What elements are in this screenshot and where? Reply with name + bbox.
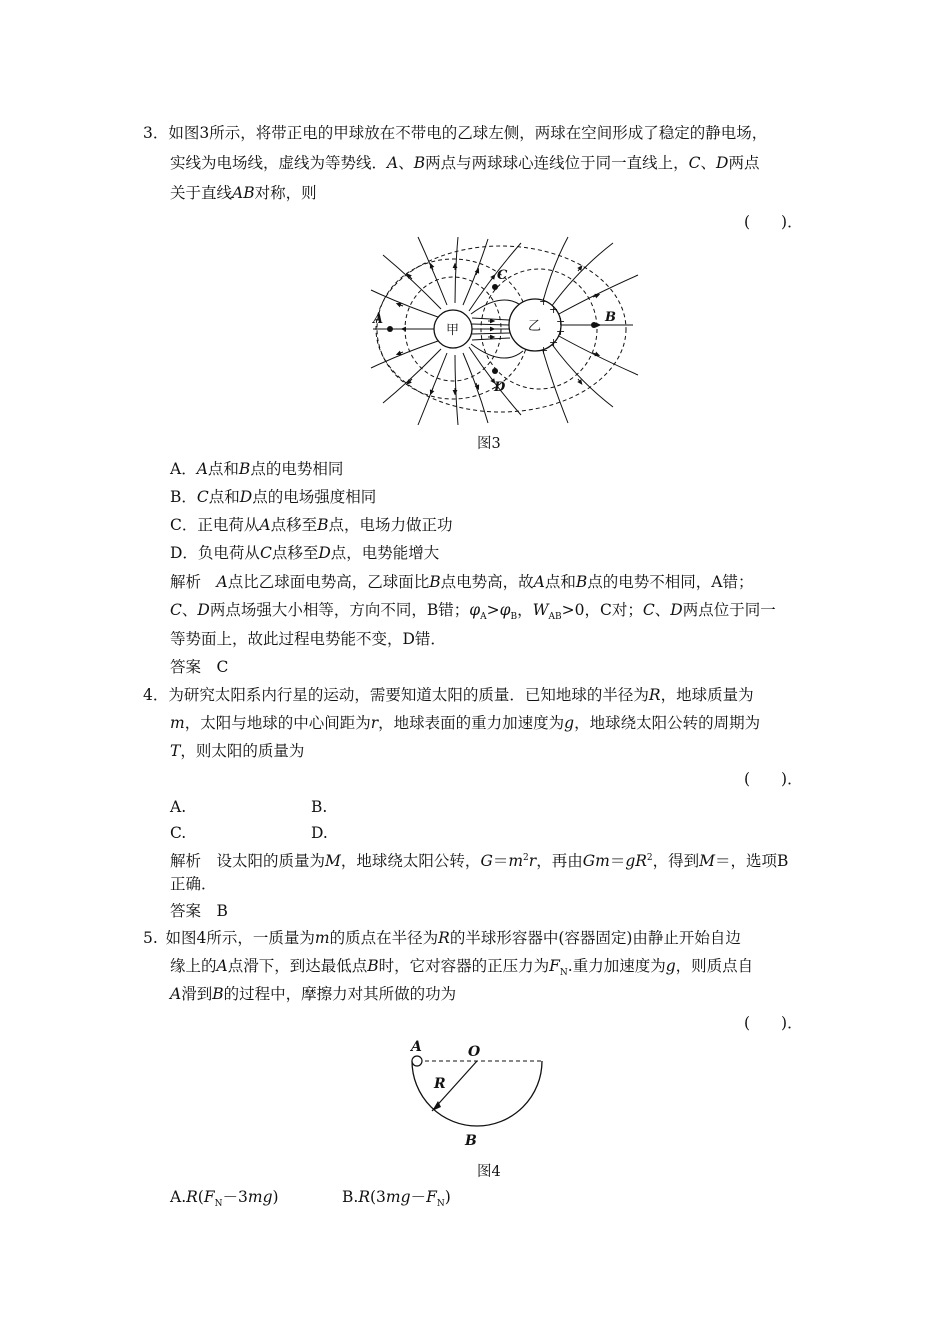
q4-analysis-line-2: 正确．	[170, 875, 217, 893]
text: ，则质点自	[675, 957, 754, 975]
q3-analysis-line-2	[170, 600, 776, 627]
q3-stem-3a: 关于直线	[170, 184, 233, 202]
answer-value: C	[216, 658, 229, 676]
text: 点和	[544, 573, 576, 591]
option-text: 点移至	[271, 544, 319, 562]
sub: N	[436, 1199, 445, 1210]
mass-point	[412, 1056, 422, 1066]
text: ，地球绕太阳公转，	[340, 852, 481, 871]
var: φ	[469, 601, 481, 619]
q3-line-2	[170, 153, 759, 173]
var: C	[170, 601, 182, 619]
var: m	[508, 852, 524, 871]
text: (	[197, 1188, 204, 1206]
text: >	[486, 601, 500, 619]
var: R	[438, 929, 450, 947]
label-b: B	[465, 1133, 477, 1149]
q3-line-ab: AB	[232, 184, 255, 202]
var: T	[170, 742, 181, 760]
option-text: 点，电场力做正功	[328, 516, 453, 534]
point-d	[492, 368, 498, 374]
var: gR	[625, 852, 647, 871]
plus-sign: +	[549, 336, 559, 349]
text: －	[410, 1188, 427, 1206]
text: ，则太阳的质量为	[180, 742, 305, 760]
figure-4-hemisphere	[402, 1037, 552, 1149]
option-text: C．正电荷从	[170, 516, 260, 534]
var: C	[642, 601, 655, 619]
text: B.	[342, 1188, 359, 1206]
var: r	[528, 852, 537, 871]
q3-stem-2c: 两点	[728, 154, 760, 172]
text: 设太阳的质量为	[216, 852, 326, 871]
text: 、	[181, 601, 198, 619]
var: mg	[385, 1188, 411, 1206]
q3-answer	[170, 657, 228, 677]
q3-stem-2a: 实线为电场线，虚线为等势线．	[170, 154, 388, 172]
text: ，地球表面的重力加速度为	[378, 714, 565, 732]
q3-point-c: C	[688, 154, 701, 172]
q5-option-b	[342, 1187, 451, 1214]
analysis-label: 解析	[170, 573, 202, 591]
figure-4-caption: 图4	[477, 1164, 501, 1180]
text: 滑到	[181, 985, 213, 1003]
q3-stem-2b: 两点与两球球心连线位于同一直线上，	[425, 154, 689, 172]
option-text: A．	[170, 460, 197, 478]
q4-answer-paren: ( )．	[744, 770, 803, 788]
text: ，太阳与地球的中心间距为	[184, 714, 371, 732]
option-text: B．	[170, 488, 197, 506]
text: ，地球绕太阳公转的周期为	[574, 714, 761, 732]
text: 、	[654, 601, 671, 619]
text: 为研究太阳系内行星的运动，需要知道太阳的质量．已知地球的半径为	[168, 686, 649, 704]
var: r	[370, 714, 379, 732]
text: >0，C对；	[561, 601, 643, 619]
q5-line-2	[170, 956, 753, 983]
option-var: A	[259, 516, 271, 534]
var: B	[212, 985, 224, 1003]
label-r: R	[434, 1076, 446, 1092]
text: ，得到	[652, 852, 700, 871]
var: φ	[499, 601, 511, 619]
option-var: D	[239, 488, 253, 506]
q3-line-1	[143, 123, 767, 143]
text: 时，它对容器的正压力为	[378, 957, 550, 975]
option-var: C	[196, 488, 209, 506]
text: 的过程中，摩擦力对其所做的功为	[223, 985, 457, 1003]
answer-label: 答案	[170, 658, 202, 676]
text: 两点位于同一	[682, 601, 776, 619]
var: A	[170, 985, 182, 1003]
q5-number: 5.	[143, 929, 158, 947]
point-b	[591, 322, 597, 328]
label-a: A	[411, 1039, 422, 1055]
text: 点的电势不相同，A错；	[587, 573, 754, 591]
q5-line-3	[170, 984, 456, 1004]
var: mg	[247, 1188, 273, 1206]
q5-answer-paren: ( )．	[744, 1014, 803, 1032]
point-c	[492, 284, 498, 290]
label-a: A	[373, 312, 384, 327]
q4-line-3	[170, 741, 304, 761]
var: B	[367, 957, 379, 975]
q3-point-a: A	[387, 154, 399, 172]
hemisphere-arc	[412, 1061, 542, 1126]
analysis-label: 解析	[170, 852, 202, 871]
q4-line-2	[170, 713, 760, 733]
text: 点滑下，到达最低点	[227, 957, 368, 975]
option-text: 点移至	[270, 516, 318, 534]
q3-option-a	[170, 459, 343, 479]
sub: B	[510, 612, 518, 623]
option-text: D．负电荷从	[170, 544, 260, 562]
option-text: 点和	[207, 460, 239, 478]
sup: 2	[523, 853, 529, 863]
sub: N	[214, 1199, 223, 1210]
var: G	[480, 852, 493, 871]
q3-sep: 、	[398, 154, 414, 172]
var: A	[216, 573, 228, 591]
text: ＝	[492, 852, 509, 871]
q5-line-1	[143, 928, 741, 948]
text: ，再由	[536, 852, 583, 871]
text: 点比乙球面电势高，乙球面比	[227, 573, 430, 591]
option-var: B	[238, 460, 251, 478]
text: 的质点在半径为	[329, 929, 439, 947]
q4-option-a: A.	[170, 798, 187, 816]
q3-stem-1: 如图3所示，将带正电的甲球放在不带电的乙球左侧，两球在空间形成了稳定的静电场，	[168, 124, 768, 142]
var: A	[533, 573, 545, 591]
var: D	[197, 601, 210, 619]
var: B	[429, 573, 441, 591]
option-var: A	[196, 460, 208, 478]
answer-value: B	[216, 902, 228, 920]
point-a	[387, 326, 393, 332]
q4-number: 4．	[143, 686, 169, 704]
var: R	[648, 686, 661, 704]
var: m	[314, 929, 330, 947]
figure-3-electric-field	[363, 235, 645, 427]
text: ，地球质量为	[660, 686, 754, 704]
q3-point-d: D	[716, 154, 729, 172]
var: g	[564, 714, 575, 732]
option-var: B	[317, 516, 329, 534]
option-text: 点的电势相同	[250, 460, 344, 478]
q3-stem-3b: 对称，则	[254, 184, 317, 202]
text: )	[272, 1188, 279, 1206]
q3-analysis-line-1	[170, 572, 753, 592]
label-o: O	[468, 1044, 481, 1060]
option-var: D	[318, 544, 331, 562]
q3-option-c	[170, 515, 453, 535]
q3-option-b	[170, 487, 376, 507]
q3-line-3	[170, 183, 317, 203]
var: R	[358, 1188, 370, 1206]
ball-jia-label: 甲	[446, 323, 460, 338]
var: B	[575, 573, 588, 591]
sub: N	[559, 968, 568, 979]
answer-label: 答案	[170, 902, 202, 920]
plus-sign: +	[556, 315, 566, 328]
q4-option-d: D.	[311, 824, 328, 842]
q5-option-a	[170, 1187, 279, 1214]
ball-yi-label: 乙	[528, 319, 542, 334]
q4-option-b: B.	[311, 798, 328, 816]
q3-answer-paren: ( )．	[744, 213, 803, 231]
var: Gm	[582, 852, 610, 871]
var: M	[325, 852, 341, 871]
q3-point-b: B	[413, 154, 426, 172]
figure-3-caption: 图3	[477, 436, 501, 452]
q4-option-c: C.	[170, 824, 187, 842]
var: A	[216, 957, 228, 975]
text: ＝	[609, 852, 626, 871]
var: M	[699, 852, 716, 871]
text: (3	[370, 1188, 386, 1206]
option-var: C	[259, 544, 272, 562]
label-b: B	[605, 310, 616, 325]
var: g	[665, 957, 676, 975]
q3-option-d	[170, 543, 439, 563]
text: ＝，选项B	[715, 852, 789, 871]
sup: 2	[646, 853, 653, 863]
text: 点电势高，故	[440, 573, 534, 591]
var: R	[186, 1188, 198, 1206]
text: 如图4所示，一质量为	[165, 929, 315, 947]
plus-sign: +	[539, 295, 549, 308]
q3-sep: 、	[700, 154, 717, 172]
text: 缘上的	[170, 957, 217, 975]
option-text: 点的电场强度相同	[252, 488, 377, 506]
var: F	[426, 1188, 437, 1206]
var: F	[549, 957, 560, 975]
text: )	[444, 1188, 451, 1206]
plus-sign: +	[539, 344, 549, 357]
option-text: 点和	[208, 488, 240, 506]
label-c: C	[497, 268, 508, 283]
var: D	[670, 601, 683, 619]
var: W	[532, 601, 549, 619]
text: －3	[222, 1188, 248, 1206]
text: 的半球形容器中(容器固定)由静止开始自边	[449, 929, 741, 947]
q4-analysis-line-1	[170, 848, 788, 871]
plus-sign: +	[549, 303, 559, 316]
q3-analysis-line-3: 等势面上，故此过程电势能不变，D错．	[170, 630, 446, 648]
text: 两点场强大小相等，方向不同，B错；	[209, 601, 470, 619]
q3-number: 3．	[143, 124, 169, 142]
text: A.	[170, 1188, 187, 1206]
text: .重力加速度为	[567, 957, 666, 975]
var: m	[170, 714, 185, 732]
q4-answer	[170, 901, 228, 921]
plus-sign: +	[556, 325, 566, 338]
text: ，	[517, 601, 533, 619]
option-text: 点，电势能增大	[330, 544, 440, 562]
label-d: D	[494, 380, 506, 395]
q4-line-1	[143, 685, 754, 705]
sub: AB	[548, 612, 562, 623]
var: F	[203, 1188, 215, 1206]
sub: A	[480, 612, 487, 623]
field-lines	[371, 237, 638, 425]
